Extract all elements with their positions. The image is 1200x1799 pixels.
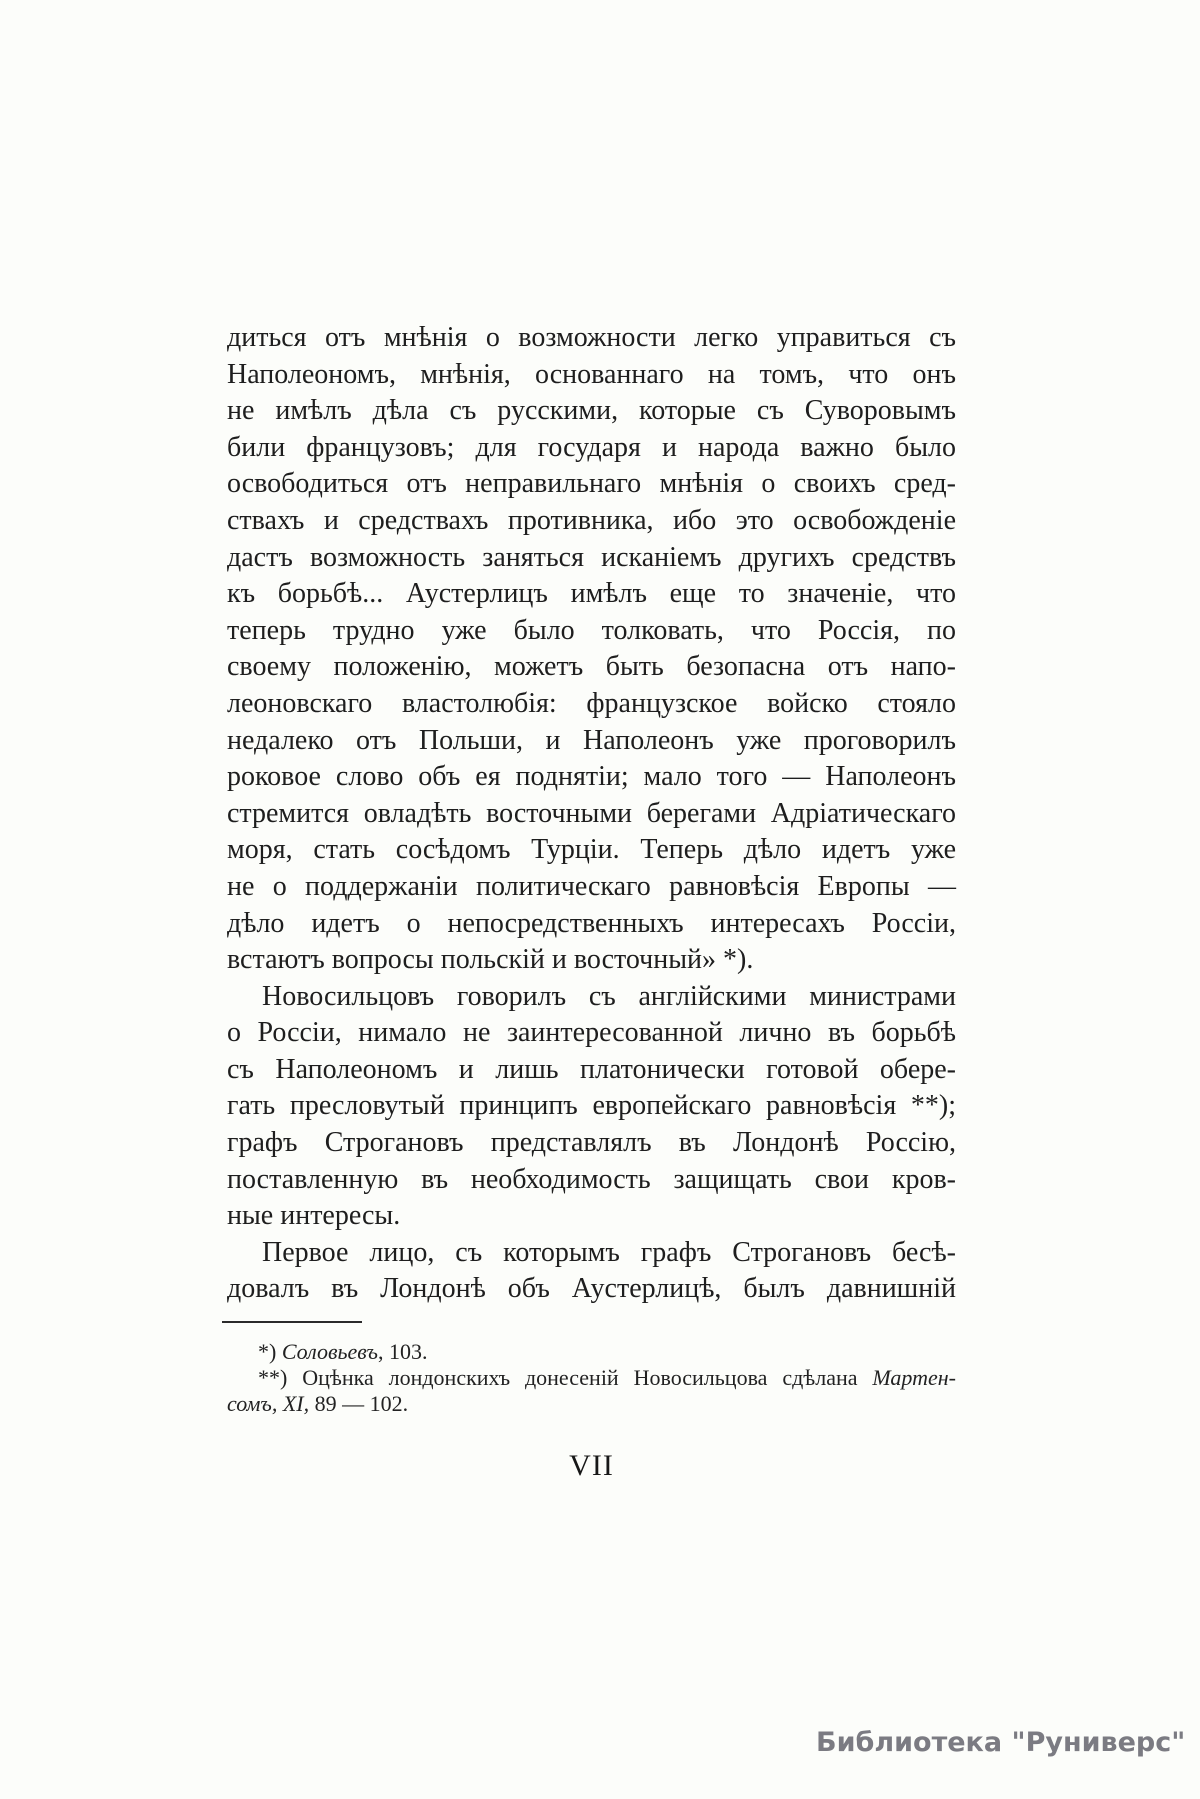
footnote-author-italic: Мартен-: [872, 1365, 957, 1390]
footnote-item: [227, 1339, 956, 1365]
text-line: недалеко отъ Польши, и Наполеонъ уже проговорилъ: [227, 724, 956, 756]
text-line: стремится овладѣть восточными берегами Адріатическаго: [227, 797, 956, 829]
library-watermark: Библиотека "Руниверс": [816, 1727, 1186, 1758]
footnote-text: 89 — 102.: [309, 1391, 409, 1416]
text-line: моря, стать сосѣдомъ Турціи. Теперь дѣло идетъ уже: [227, 834, 956, 866]
text-line: не о поддержаніи политическаго равновѣсія Европы —: [227, 870, 956, 902]
text-line: леоновскаго властолюбія: французское войско стояло: [227, 687, 956, 719]
text-line: ствахъ и средствахъ противника, ибо это освобожденіе: [227, 504, 956, 536]
text-line: били французовъ; для государя и народа важно было: [227, 431, 956, 463]
text-line: графъ Строгановъ представлялъ въ Лондонѣ Россію,: [227, 1127, 956, 1159]
text-line-paragraph-start: Новосильцовъ говорилъ съ англійскими министрами: [262, 980, 956, 1012]
main-text-block: [227, 320, 956, 1308]
footnote-text: Оцѣнка лондонскихъ донесеній Новосильцова сдѣлана: [302, 1365, 873, 1390]
text-line: роковое слово объ ея поднятіи; мало того — Наполеонъ: [227, 761, 956, 793]
page-number: VII: [569, 1449, 614, 1482]
text-line-paragraph-end: встаютъ вопросы польскій и восточный» *).: [227, 944, 754, 976]
footnotes-block: [227, 1339, 956, 1417]
text-line: своему положенію, можетъ быть безопасна отъ напо-: [227, 651, 956, 683]
text-line: теперь трудно уже было толковать, что Россія, по: [227, 614, 956, 646]
text-line: не имѣлъ дѣла съ русскими, которые съ Суворовымъ: [227, 395, 956, 427]
text-line-paragraph-end: ные интересы.: [227, 1200, 401, 1232]
text-line: гать пресловутый принципъ европейскаго равновѣсія **);: [227, 1090, 956, 1122]
text-line: диться отъ мнѣнія о возможности легко управиться съ: [227, 322, 956, 353]
text-line: дастъ возможность заняться исканіемъ другихъ средствъ: [227, 541, 956, 573]
text-line: освободиться отъ неправильнаго мнѣнія о своихъ сред-: [227, 468, 956, 500]
footnote-marker: *): [258, 1339, 282, 1364]
text-line: Наполеономъ, мнѣнія, основаннаго на томъ, что онъ: [227, 358, 956, 390]
text-line: поставленную въ необходимость защищать свои кров-: [227, 1163, 956, 1195]
footnote-item: [227, 1391, 956, 1417]
text-line: довалъ въ Лондонѣ объ Аустерлицѣ, былъ давнишній: [227, 1273, 956, 1305]
footnote-author-italic: Соловьевъ: [281, 1339, 378, 1364]
text-line-paragraph-start: Первое лицо, съ которымъ графъ Строгановъ бесѣ-: [262, 1236, 956, 1268]
text-line: къ борьбѣ... Аустерлицъ имѣлъ еще то значеніе, что: [227, 578, 956, 610]
text-line: о Россіи, нимало не заинтересованной лично въ борьбѣ: [227, 1017, 956, 1049]
text-line: съ Наполеономъ и лишь платонически готовой обере-: [227, 1053, 956, 1085]
text-line: дѣло идетъ о непосредственныхъ интересахъ Россіи,: [227, 907, 956, 939]
footnote-author-italic: сомъ, XI,: [227, 1391, 310, 1416]
footnote-separator-rule: [222, 1321, 362, 1323]
footnote-marker: **): [258, 1365, 303, 1390]
footnote-text: , 103.: [377, 1339, 428, 1364]
footnote-item: [227, 1365, 956, 1391]
